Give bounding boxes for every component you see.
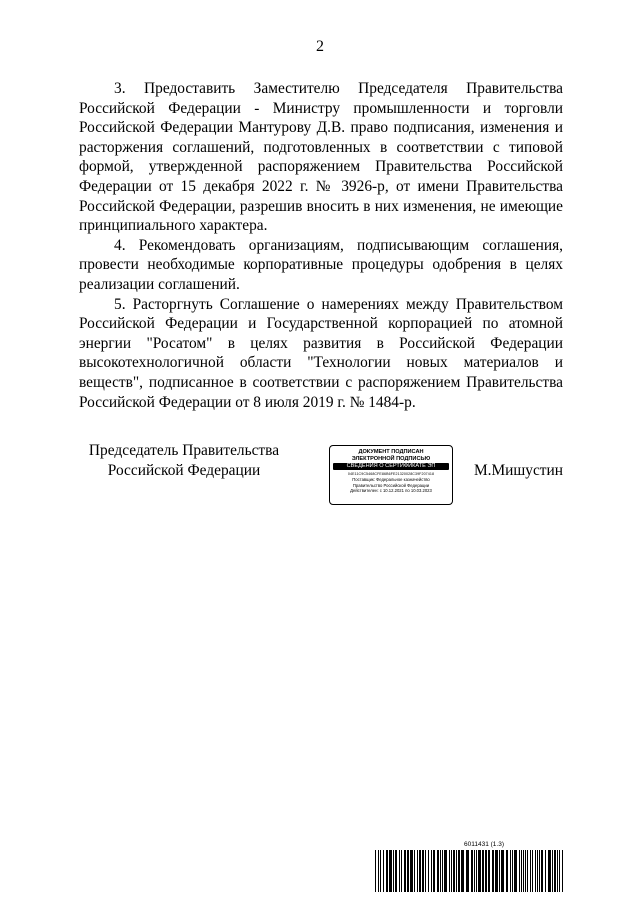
paragraph-4: 4. Рекомендовать организациям, подписывающим соглашения, провести необходимые корпоративные процедуры одобрения в целях реализации соглашений. bbox=[79, 236, 563, 293]
stamp-line2: ЭЛЕКТРОННОЙ ПОДПИСЬЮ bbox=[351, 455, 431, 462]
paragraph-5: 5. Расторгнуть Соглашение о намерениях между Правительством Российской Федерации и Государственной корпорацией по атомной энергии "Росатом" в целях развития в Российской Федерации высокотехнологичной области "Технологии новых материалов и веществ", подписанное в соответствии с распоряжением Правительства Российской Федерации от 8 июля 2019 г. № 1484-р. bbox=[79, 295, 563, 411]
stamp-serial: 04E11C9C5468CFE86B6FE21320028C39F207418 bbox=[347, 472, 435, 476]
body-text bbox=[79, 79, 563, 412]
stamp-issuer-line2: Правительство Российской Федерации bbox=[352, 482, 430, 488]
signer-title bbox=[79, 441, 289, 480]
stamp-line1: ДОКУМЕНТ ПОДПИСАН bbox=[358, 449, 424, 455]
barcode bbox=[375, 850, 565, 892]
signer-title-line2: Российской Федерации bbox=[107, 461, 261, 479]
document-code: 6011431 (1.3) bbox=[464, 841, 504, 848]
page-number: 2 bbox=[316, 38, 324, 55]
stamp-validity: Действителен: с 10.12.2021 по 10.03.2023 bbox=[350, 488, 432, 494]
stamp-certificate-bar: СВЕДЕНИЯ О СЕРТИФИКАТЕ ЭП bbox=[333, 463, 449, 470]
signer-name: М.Мишустин bbox=[473, 462, 563, 479]
paragraph-3: 3. Предоставить Заместителю Председателя Правительства Российской Федерации - Министру промышленности и торговли Российской Федерации Мантурову Д.В. право подписания, изменения и расторжения соглашений, подготовленных в соответствии с типовой формой, утвержденной распоряжением Правительства Российской Федерации от 15 декабря 2022 г. № 3926-р, от имени Правительства Российской Федерации, разрешив вносить в них изменения, не имеющие принципиального характера. bbox=[79, 80, 563, 235]
signer-title-line1: Председатель Правительства bbox=[88, 442, 280, 459]
stamp-issuer-line1: Поставщик: Федеральное казначейство bbox=[352, 477, 430, 482]
electronic-signature-stamp bbox=[329, 445, 453, 505]
